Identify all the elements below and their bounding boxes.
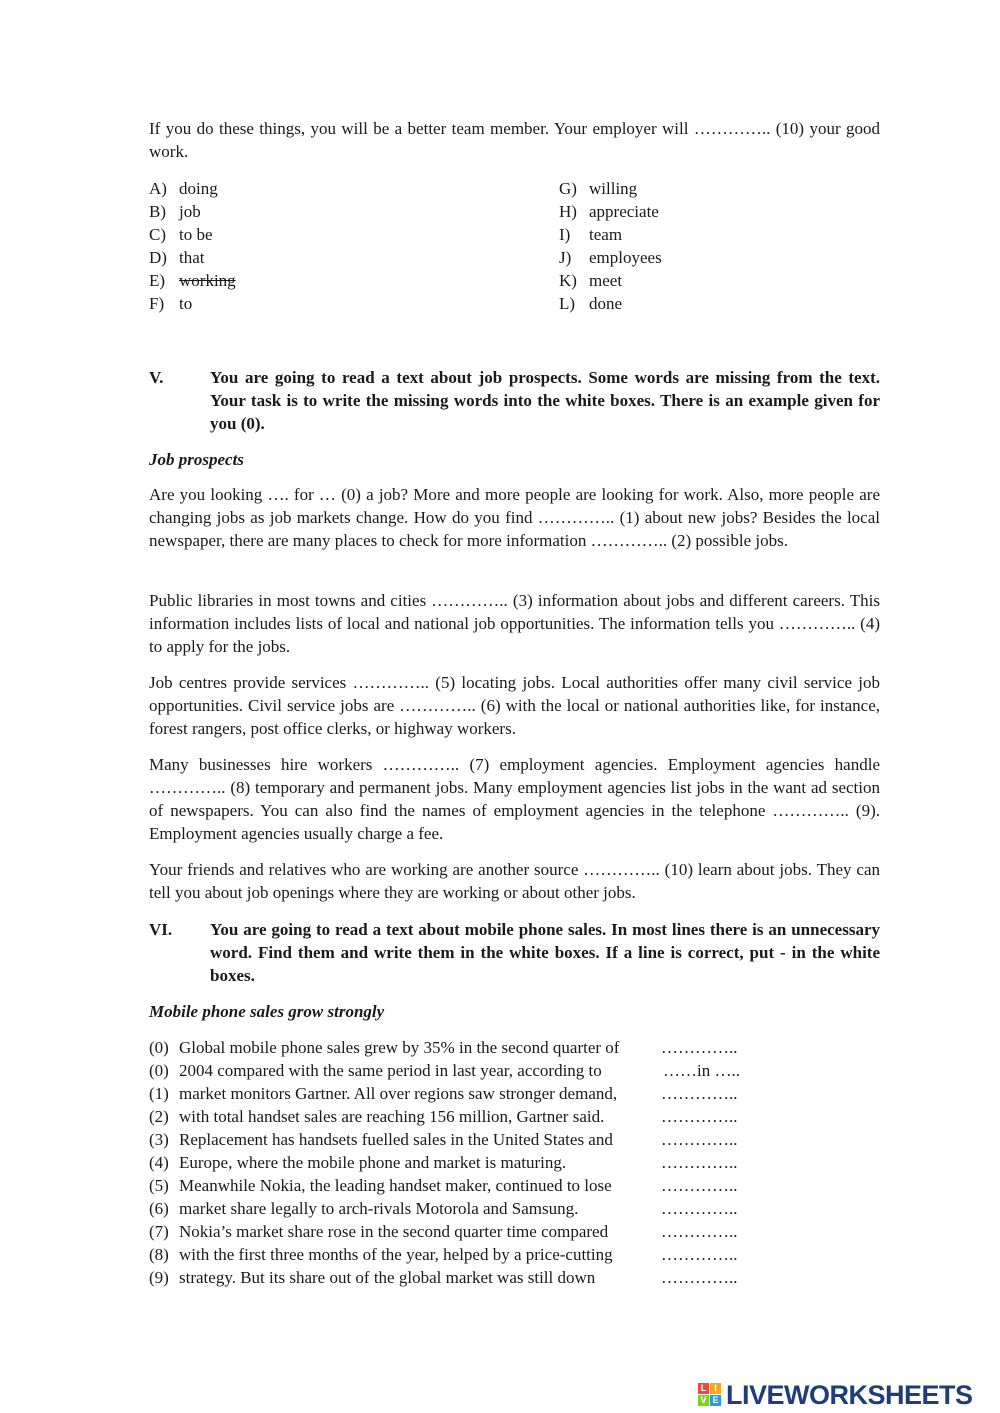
job-prospects-paragraph-5: Your friends and relatives who are working are another source ………….. (10) learn about jobs. They can tell you about job openings where they are working or about other jobs. [149,860,880,902]
answer-box[interactable]: ………….. [661,1153,738,1172]
sales-line: (0) Global mobile phone sales grew by 35% in the second quarter of ………….. [149,1038,738,1057]
option-h: H) appreciate [559,202,659,221]
section-v-title: Job prospects [149,450,244,469]
answer-box[interactable]: ………….. [661,1038,738,1057]
answer-box[interactable]: ………….. [661,1199,738,1218]
option-a: A) doing [149,179,218,198]
option-l: L) done [559,294,623,313]
liveworksheets-logo-icon: L I V E [698,1383,722,1407]
liveworksheets-logo-text: LIVEWORKSHEETS [726,1379,973,1410]
option-e-struck: E) working [149,271,236,290]
option-b: B) job [149,202,201,221]
option-k: K) meet [559,271,623,290]
job-prospects-paragraph-3: Job centres provide services ………….. (5) locating jobs. Local authorities offer many civil service job opportunities. Civil service jobs are ………….. (6) with the local or national authorities like, for instance, forest rangers, post office clerks, or highway workers. [149,673,880,738]
answer-box[interactable]: ……in ….. [663,1061,740,1080]
option-j: J) employees [559,248,662,267]
answer-box[interactable]: ………….. [661,1130,738,1149]
section-vi-title: Mobile phone sales grow strongly [149,1002,385,1021]
answer-box[interactable]: ………….. [661,1084,738,1103]
section-v-number: V. [149,368,164,387]
section-vi-instruction [149,918,880,988]
sales-line: (8) with the first three months of the year, helped by a price-cutting ………….. [149,1245,738,1264]
job-prospects-paragraph-1: Are you looking …. for … (0) a job? More and more people are looking for work. Also, more people are changing jobs as job markets change. How do you find ………….. (1) about new jobs? Besides the local newspaper, there are many places to check for more information ………….. (2) possible jobs. [149,485,880,550]
answer-box[interactable]: ………….. [661,1107,738,1126]
sales-line: (4) Europe, where the mobile phone and market is maturing. ………….. [149,1153,738,1172]
option-c: C) to be [149,225,213,244]
sales-line: (0) 2004 compared with the same period in last year, according to ……in ….. [149,1061,740,1080]
sales-line: (2) with total handset sales are reaching 156 million, Gartner said. ………….. [149,1107,738,1126]
answer-box[interactable]: ………….. [661,1176,738,1195]
sales-line: (6) market share legally to arch-rivals Motorola and Samsung. ………….. [149,1199,738,1218]
sales-line: (9) strategy. But its share out of the global market was still down ………….. [149,1268,738,1287]
job-prospects-paragraph-2: Public libraries in most towns and cities ………….. (3) information about jobs and different careers. This information includes lists of local and national job opportunities. The information tells you ………….. (4) to apply for the jobs. [149,591,880,656]
sales-line: (3) Replacement has handsets fuelled sales in the United States and ………….. [149,1130,738,1149]
answer-box[interactable]: ………….. [661,1268,738,1287]
answer-box[interactable]: ………….. [661,1222,738,1241]
option-g: G) willing [559,179,638,198]
sales-line: (7) Nokia’s market share rose in the second quarter time compared ………….. [149,1222,738,1241]
option-d: D) that [149,248,205,267]
intro-paragraph: If you do these things, you will be a better team member. Your employer will ………….. (10) your good work. [149,119,880,161]
liveworksheets-logo[interactable] [698,1380,973,1410]
sales-line: (5) Meanwhile Nokia, the leading handset maker, continued to lose ………….. [149,1176,738,1195]
section-v-text: You are going to read a text about job prospects. Some words are missing from the text. Your task is to write the missing words into the white boxes. There is an example given for you (0). [210,368,880,433]
option-i: I) team [559,225,623,244]
sales-line: (1) market monitors Gartner. All over regions saw stronger demand, ………….. [149,1084,738,1103]
option-f: F) to [149,294,193,313]
section-vi-text: You are going to read a text about mobile phone sales. In most lines there is an unnecessary word. Find them and write them in the white boxes. If a line is correct, put - in the white boxes. [210,920,880,985]
job-prospects-paragraph-4: Many businesses hire workers ………….. (7) employment agencies. Employment agencies handle ………….. (8) temporary and permanent jobs. Many employment agencies list jobs in the want ad section of newspapers. You can also find the names of employment agencies in the telephone ………….. (9). Employment agencies usually charge a fee. [149,755,880,843]
section-v-instruction [149,366,880,436]
section-vi-number: VI. [149,920,173,939]
answer-box[interactable]: ………….. [661,1245,738,1264]
